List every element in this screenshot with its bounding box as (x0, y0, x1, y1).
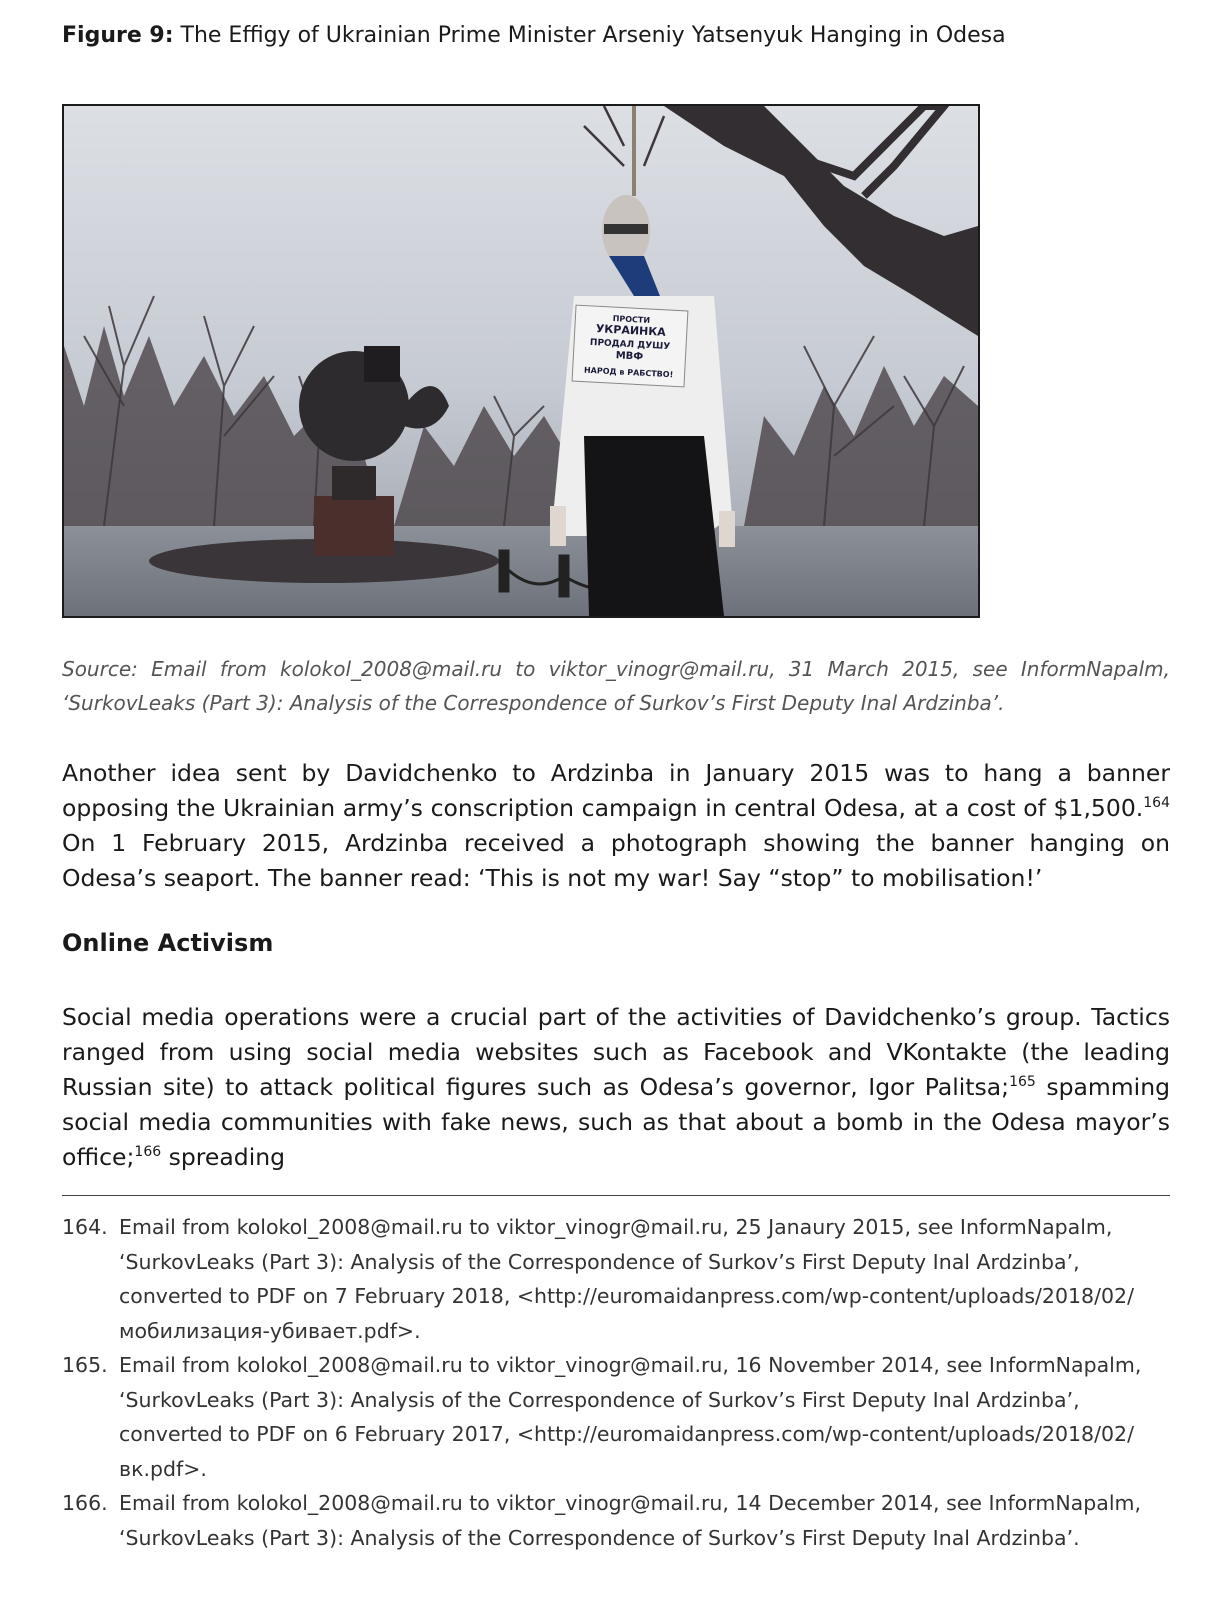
footnote-text: Email from kolokol_2008@mail.ru to viktor_vinogr@mail.ru, 16 November 2014, see InformNapalm, ‘SurkovLeaks (Part 3): Analysis of the Correspondence of Surkov’s First Deputy Inal Ardzinba’, converted to PDF on 6 February 2017, <http://euromaidanpress.com/wp-content/uploads/2018/02/вк.pdf>. (119, 1353, 1142, 1481)
footnote-166 (62, 1486, 1170, 1555)
figure-label: Figure 9: (62, 23, 174, 48)
footnote-number: 166. (62, 1491, 108, 1515)
footnote-number: 165. (62, 1353, 108, 1377)
footnote-ref-165: 165 (1009, 1074, 1036, 1091)
effigy-photo-illustration (64, 106, 978, 616)
footnote-ref-166: 166 (134, 1144, 162, 1161)
footnote-divider (62, 1195, 1170, 1196)
paragraph1-text-a: Another idea sent by Davidchenko to Ardzinba in January 2015 was to hang a banner opposing the Ukrainian army’s conscription campaign in central Odesa, at a cost of $1,500. (62, 759, 1170, 822)
paragraph2-text-b: spamming social media communities with fake news, such as that about a bomb in the Odesa mayor’s office; (62, 1073, 1171, 1171)
paragraph1-text-b: On 1 February 2015, Ardzinba received a photograph showing the banner hanging on Odesa’s seaport. The banner read: ‘This is not my war! Say “stop” to mobilisation!’ (62, 829, 1170, 892)
footnote-ref-164: 164 (1143, 795, 1170, 812)
figure-caption (62, 20, 1006, 52)
figure-title: The Effigy of Ukrainian Prime Minister Arseniy Yatsenyuk Hanging in Odesa (180, 23, 1006, 48)
sign-line-2: УКРАИНКА (595, 322, 667, 339)
paragraph2-text-a: Social media operations were a crucial part of the activities of Davidchenko’s group. Tactics ranged from using social media websites such as Facebook and VKontakte (the leading Russian site) to attack political figures such as Odesa’s governor, Igor Palitsa; (62, 1003, 1170, 1101)
sign-line-4: МВФ (615, 350, 644, 363)
effigy-sign (572, 305, 688, 387)
figure-source-note: Source: Email from kolokol_2008@mail.ru to viktor_vinogr@mail.ru, 31 March 2015, see InformNapalm, ‘SurkovLeaks (Part 3): Analysis of the Correspondence of Surkov’s First Deputy Inal Ardzinba’. (62, 657, 1170, 715)
figure-photo (62, 104, 980, 618)
footnote-164 (62, 1210, 1170, 1348)
section-heading: Online Activism (62, 929, 274, 957)
body-paragraph-2 (62, 1000, 1170, 1175)
paragraph2-text-c: spreading (161, 1143, 286, 1171)
sign-line-1: ПРОСТИ (612, 314, 651, 326)
footnotes (62, 1210, 1170, 1555)
footnote-number: 164. (62, 1215, 108, 1239)
sign-line-3: ПРОДАЛ ДУШУ (589, 337, 671, 353)
footnote-165 (62, 1348, 1170, 1486)
body-paragraph-1 (62, 756, 1170, 896)
footnote-text: Email from kolokol_2008@mail.ru to viktor_vinogr@mail.ru, 25 Janaury 2015, see InformNapalm, ‘SurkovLeaks (Part 3): Analysis of the Correspondence of Surkov’s First Deputy Inal Ardzinba’, converted to PDF on 7 February 2018, <http://euromaidanpress.com/wp-content/uploads/2018/02/мобилизация-убивает.pdf>. (119, 1215, 1134, 1343)
sign-line-5: НАРОД в РАБСТВО! (583, 365, 674, 380)
footnote-text: Email from kolokol_2008@mail.ru to viktor_vinogr@mail.ru, 14 December 2014, see InformNapalm, ‘SurkovLeaks (Part 3): Analysis of the Correspondence of Surkov’s First Deputy Inal Ardzinba’. (119, 1491, 1141, 1550)
